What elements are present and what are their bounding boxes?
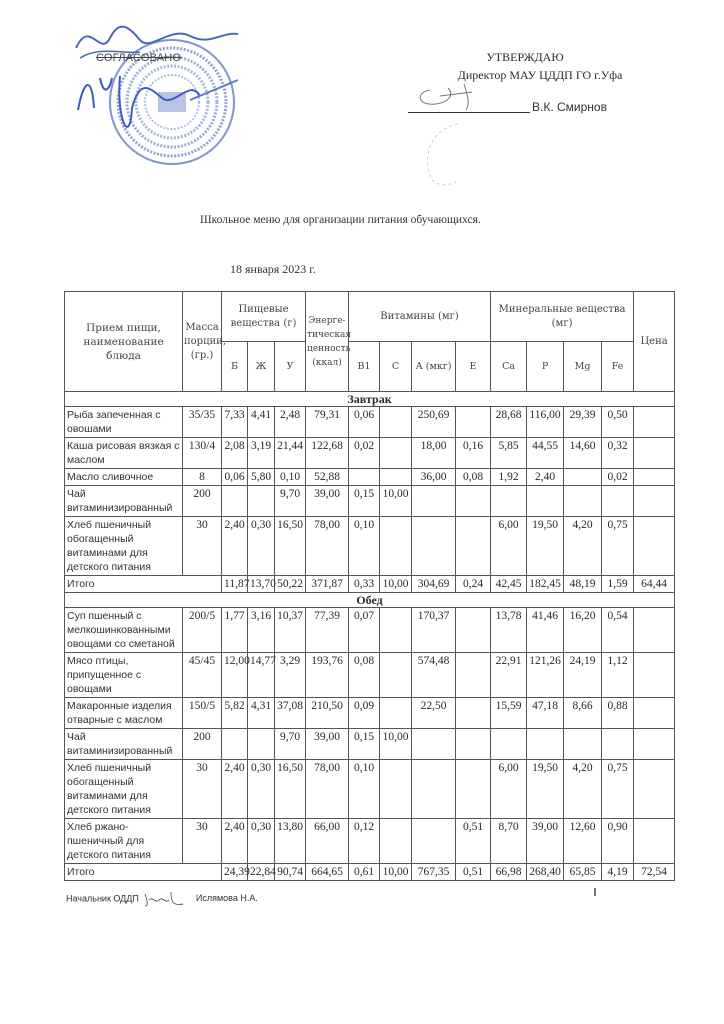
cell-e: 0,51 bbox=[456, 819, 491, 864]
cell-fe: 0,75 bbox=[602, 517, 634, 576]
cell-price bbox=[634, 653, 675, 698]
section-title: Обед bbox=[65, 593, 675, 608]
cell-b1: 0,10 bbox=[349, 517, 380, 576]
cell-e bbox=[456, 407, 491, 438]
total-c: 10,00 bbox=[380, 864, 412, 881]
cell-price bbox=[634, 729, 675, 760]
dish-name: Масло сливочное bbox=[65, 469, 183, 486]
cell-portion: 30 bbox=[183, 517, 222, 576]
cell-carbs: 3,29 bbox=[275, 653, 306, 698]
cell-ca bbox=[491, 729, 527, 760]
cell-e: 0,08 bbox=[456, 469, 491, 486]
total-c: 10,00 bbox=[380, 576, 412, 593]
menu-table bbox=[64, 291, 675, 881]
cell-energy: 77,39 bbox=[306, 608, 349, 653]
cell-p: 19,50 bbox=[527, 760, 564, 819]
header-vitamins: Витамины (мг) bbox=[349, 292, 491, 342]
cell-ca: 13,78 bbox=[491, 608, 527, 653]
cell-a bbox=[412, 486, 456, 517]
cell-price bbox=[634, 819, 675, 864]
cell-b1 bbox=[349, 469, 380, 486]
cell-a: 250,69 bbox=[412, 407, 456, 438]
cell-b1: 0,09 bbox=[349, 698, 380, 729]
cell-a bbox=[412, 760, 456, 819]
table-row bbox=[65, 469, 675, 486]
cell-price bbox=[634, 608, 675, 653]
cell-protein: 0,06 bbox=[222, 469, 248, 486]
header-energy: Энерге- тическая ценность (ккал) bbox=[306, 292, 349, 392]
cell-price bbox=[634, 469, 675, 486]
cell-protein bbox=[222, 729, 248, 760]
cell-carbs: 16,50 bbox=[275, 517, 306, 576]
dish-name: Макаронные изделия отварные с маслом bbox=[65, 698, 183, 729]
cell-e bbox=[456, 486, 491, 517]
director-signature-icon bbox=[410, 76, 500, 116]
total-e: 0,24 bbox=[456, 576, 491, 593]
total-fe: 4,19 bbox=[602, 864, 634, 881]
cell-fat: 14,77 bbox=[248, 653, 275, 698]
cell-b1: 0,08 bbox=[349, 653, 380, 698]
cell-c bbox=[380, 608, 412, 653]
total-fat: 13,70 bbox=[248, 576, 275, 593]
cell-fe: 0,50 bbox=[602, 407, 634, 438]
cell-energy: 78,00 bbox=[306, 760, 349, 819]
cell-portion: 200 bbox=[183, 486, 222, 517]
table-row bbox=[65, 438, 675, 469]
cell-price bbox=[634, 438, 675, 469]
section-header-row bbox=[65, 593, 675, 608]
cell-carbs: 9,70 bbox=[275, 729, 306, 760]
cell-mg: 8,66 bbox=[564, 698, 602, 729]
cell-mg: 16,20 bbox=[564, 608, 602, 653]
cell-c: 10,00 bbox=[380, 486, 412, 517]
cell-portion: 200/5 bbox=[183, 608, 222, 653]
cell-price bbox=[634, 760, 675, 819]
cell-fe: 0,88 bbox=[602, 698, 634, 729]
cell-portion: 30 bbox=[183, 760, 222, 819]
cell-c bbox=[380, 407, 412, 438]
table-row bbox=[65, 407, 675, 438]
signature-line bbox=[408, 112, 530, 113]
cell-mg bbox=[564, 469, 602, 486]
section-title: Завтрак bbox=[65, 392, 675, 407]
cell-b1: 0,15 bbox=[349, 729, 380, 760]
cell-c: 10,00 bbox=[380, 729, 412, 760]
header-a: А (мкг) bbox=[412, 342, 456, 392]
total-label: Итого bbox=[65, 576, 222, 593]
cell-e bbox=[456, 653, 491, 698]
cell-carbs: 10,37 bbox=[275, 608, 306, 653]
cell-b1: 0,15 bbox=[349, 486, 380, 517]
table-row bbox=[65, 760, 675, 819]
cell-p: 44,55 bbox=[527, 438, 564, 469]
total-ca: 66,98 bbox=[491, 864, 527, 881]
header-e: E bbox=[456, 342, 491, 392]
table-row bbox=[65, 608, 675, 653]
cell-protein: 12,00 bbox=[222, 653, 248, 698]
cell-c bbox=[380, 698, 412, 729]
header-nutrients: Пищевые вещества (г) bbox=[222, 292, 306, 342]
cell-mg: 4,20 bbox=[564, 760, 602, 819]
cell-p: 121,26 bbox=[527, 653, 564, 698]
total-price: 64,44 bbox=[634, 576, 675, 593]
footer-name: Ислямова Н.А. bbox=[195, 893, 258, 904]
cell-portion: 150/5 bbox=[183, 698, 222, 729]
official-stamp-icon bbox=[70, 18, 240, 168]
cell-fat bbox=[248, 729, 275, 760]
total-b1: 0,33 bbox=[349, 576, 380, 593]
header-portion: Масса порции, (гр.) bbox=[183, 292, 222, 392]
cell-ca: 1,92 bbox=[491, 469, 527, 486]
table-row bbox=[65, 698, 675, 729]
cell-ca: 6,00 bbox=[491, 760, 527, 819]
header-c: C bbox=[380, 342, 412, 392]
cell-protein: 7,33 bbox=[222, 407, 248, 438]
cell-carbs: 21,44 bbox=[275, 438, 306, 469]
cell-a: 574,48 bbox=[412, 653, 456, 698]
menu-table-body bbox=[65, 392, 675, 881]
cell-mg: 24,19 bbox=[564, 653, 602, 698]
dish-name: Каша рисовая вязкая с маслом bbox=[65, 438, 183, 469]
header-mg: Mg bbox=[564, 342, 602, 392]
cell-portion: 45/45 bbox=[183, 653, 222, 698]
cell-carbs: 0,10 bbox=[275, 469, 306, 486]
cell-fat: 4,41 bbox=[248, 407, 275, 438]
cell-p: 19,50 bbox=[527, 517, 564, 576]
cell-c bbox=[380, 469, 412, 486]
cell-fe: 0,02 bbox=[602, 469, 634, 486]
cell-e bbox=[456, 729, 491, 760]
cell-protein: 2,40 bbox=[222, 517, 248, 576]
dish-name: Чай витаминизированный bbox=[65, 486, 183, 517]
cell-mg: 4,20 bbox=[564, 517, 602, 576]
total-a: 304,69 bbox=[412, 576, 456, 593]
dish-name: Рыба запеченная с овошами bbox=[65, 407, 183, 438]
cell-fat: 3,16 bbox=[248, 608, 275, 653]
cell-ca bbox=[491, 486, 527, 517]
cell-protein: 5,82 bbox=[222, 698, 248, 729]
dish-name: Суп пшенный с мелкошинкованными овощами со сметаной bbox=[65, 608, 183, 653]
cell-portion: 35/35 bbox=[183, 407, 222, 438]
cell-carbs: 13,80 bbox=[275, 819, 306, 864]
header-fat: Ж bbox=[248, 342, 275, 392]
total-protein: 24,39 bbox=[222, 864, 248, 881]
cell-b1: 0,12 bbox=[349, 819, 380, 864]
total-ca: 42,45 bbox=[491, 576, 527, 593]
cell-p bbox=[527, 486, 564, 517]
total-fe: 1,59 bbox=[602, 576, 634, 593]
header-fe: Fe bbox=[602, 342, 634, 392]
total-label: Итого bbox=[65, 864, 222, 881]
footer-signature-icon bbox=[141, 890, 187, 908]
cell-protein: 1,77 bbox=[222, 608, 248, 653]
cell-fat: 0,30 bbox=[248, 517, 275, 576]
total-protein: 11,87 bbox=[222, 576, 248, 593]
total-e: 0,51 bbox=[456, 864, 491, 881]
cell-energy: 39,00 bbox=[306, 729, 349, 760]
cell-p: 41,46 bbox=[527, 608, 564, 653]
cell-c bbox=[380, 760, 412, 819]
scan-mark bbox=[594, 888, 596, 896]
cell-fe: 0,90 bbox=[602, 819, 634, 864]
agreed-label: СОГЛАСОВАНО bbox=[96, 52, 182, 64]
cell-ca: 15,59 bbox=[491, 698, 527, 729]
cell-energy: 122,68 bbox=[306, 438, 349, 469]
cell-portion: 30 bbox=[183, 819, 222, 864]
faint-stamp-trace-icon bbox=[418, 120, 468, 190]
cell-p: 116,00 bbox=[527, 407, 564, 438]
dish-name: Хлеб пшеничный обогащенный витаминами для детского питания bbox=[65, 760, 183, 819]
cell-energy: 66,00 bbox=[306, 819, 349, 864]
dish-name: Мясо птицы, припущенное с овощами bbox=[65, 653, 183, 698]
cell-mg bbox=[564, 486, 602, 517]
cell-a bbox=[412, 819, 456, 864]
cell-mg: 29,39 bbox=[564, 407, 602, 438]
cell-fe bbox=[602, 486, 634, 517]
director-role: Директор МАУ ЦДДП ГО г.Уфа bbox=[457, 68, 623, 82]
approved-label: УТВЕРЖДАЮ bbox=[486, 50, 564, 64]
cell-p: 47,18 bbox=[527, 698, 564, 729]
cell-price bbox=[634, 698, 675, 729]
total-p: 268,40 bbox=[527, 864, 564, 881]
cell-a: 22,50 bbox=[412, 698, 456, 729]
cell-c bbox=[380, 438, 412, 469]
cell-carbs: 9,70 bbox=[275, 486, 306, 517]
total-row bbox=[65, 864, 675, 881]
footer-role: Начальник ОДДП bbox=[66, 893, 139, 904]
cell-energy: 210,50 bbox=[306, 698, 349, 729]
cell-a bbox=[412, 729, 456, 760]
header-b1: B1 bbox=[349, 342, 380, 392]
cell-fat: 0,30 bbox=[248, 760, 275, 819]
cell-ca: 5,85 bbox=[491, 438, 527, 469]
header-minerals: Минеральные вещества (мг) bbox=[491, 292, 634, 342]
cell-b1: 0,02 bbox=[349, 438, 380, 469]
cell-ca: 28,68 bbox=[491, 407, 527, 438]
cell-mg: 14,60 bbox=[564, 438, 602, 469]
dish-name: Чай витаминизированный bbox=[65, 729, 183, 760]
cell-portion: 200 bbox=[183, 729, 222, 760]
cell-fe: 1,12 bbox=[602, 653, 634, 698]
cell-ca: 22,91 bbox=[491, 653, 527, 698]
cell-fe: 0,75 bbox=[602, 760, 634, 819]
cell-ca: 8,70 bbox=[491, 819, 527, 864]
total-energy: 664,65 bbox=[306, 864, 349, 881]
cell-c bbox=[380, 653, 412, 698]
cell-p bbox=[527, 729, 564, 760]
cell-e: 0,16 bbox=[456, 438, 491, 469]
cell-a: 18,00 bbox=[412, 438, 456, 469]
cell-p: 39,00 bbox=[527, 819, 564, 864]
total-mg: 65,85 bbox=[564, 864, 602, 881]
total-energy: 371,87 bbox=[306, 576, 349, 593]
cell-energy: 52,88 bbox=[306, 469, 349, 486]
cell-price bbox=[634, 517, 675, 576]
cell-fat: 3,19 bbox=[248, 438, 275, 469]
cell-b1: 0,10 bbox=[349, 760, 380, 819]
total-p: 182,45 bbox=[527, 576, 564, 593]
table-row bbox=[65, 819, 675, 864]
cell-fat: 4,31 bbox=[248, 698, 275, 729]
cell-b1: 0,07 bbox=[349, 608, 380, 653]
table-row bbox=[65, 486, 675, 517]
cell-protein bbox=[222, 486, 248, 517]
header-meal-name: Прием пищи, наименование блюда bbox=[65, 292, 183, 392]
cell-e bbox=[456, 760, 491, 819]
document-title: Школьное меню для организации питания обучающихся. bbox=[200, 214, 481, 226]
cell-e bbox=[456, 517, 491, 576]
cell-ca: 6,00 bbox=[491, 517, 527, 576]
cell-fat: 5,80 bbox=[248, 469, 275, 486]
director-name: В.К. Смирнов bbox=[532, 100, 607, 114]
cell-fat: 0,30 bbox=[248, 819, 275, 864]
total-mg: 48,19 bbox=[564, 576, 602, 593]
cell-p: 2,40 bbox=[527, 469, 564, 486]
cell-carbs: 37,08 bbox=[275, 698, 306, 729]
cell-a bbox=[412, 517, 456, 576]
cell-energy: 78,00 bbox=[306, 517, 349, 576]
cell-mg bbox=[564, 729, 602, 760]
dish-name: Хлеб ржано-пшеничный для детского питания bbox=[65, 819, 183, 864]
cell-protein: 2,08 bbox=[222, 438, 248, 469]
cell-fe: 0,32 bbox=[602, 438, 634, 469]
cell-e bbox=[456, 608, 491, 653]
header-ca: Ca bbox=[491, 342, 527, 392]
table-row bbox=[65, 729, 675, 760]
total-price: 72,54 bbox=[634, 864, 675, 881]
cell-fe: 0,54 bbox=[602, 608, 634, 653]
cell-carbs: 2,48 bbox=[275, 407, 306, 438]
cell-c bbox=[380, 517, 412, 576]
total-row bbox=[65, 576, 675, 593]
total-fat: 22,84 bbox=[248, 864, 275, 881]
total-a: 767,35 bbox=[412, 864, 456, 881]
cell-price bbox=[634, 486, 675, 517]
cell-mg: 12,60 bbox=[564, 819, 602, 864]
cell-protein: 2,40 bbox=[222, 819, 248, 864]
header-protein: Б bbox=[222, 342, 248, 392]
cell-energy: 79,31 bbox=[306, 407, 349, 438]
table-row bbox=[65, 653, 675, 698]
cell-energy: 193,76 bbox=[306, 653, 349, 698]
section-header-row bbox=[65, 392, 675, 407]
total-carbs: 90,74 bbox=[275, 864, 306, 881]
cell-a: 170,37 bbox=[412, 608, 456, 653]
table-row bbox=[65, 517, 675, 576]
cell-a: 36,00 bbox=[412, 469, 456, 486]
cell-e bbox=[456, 698, 491, 729]
total-b1: 0,61 bbox=[349, 864, 380, 881]
dish-name: Хлеб пшеничный обогащенный витаминами для детского питания bbox=[65, 517, 183, 576]
cell-fat bbox=[248, 486, 275, 517]
total-carbs: 50,22 bbox=[275, 576, 306, 593]
header-carbs: У bbox=[275, 342, 306, 392]
cell-portion: 130/4 bbox=[183, 438, 222, 469]
cell-fe bbox=[602, 729, 634, 760]
cell-portion: 8 bbox=[183, 469, 222, 486]
cell-price bbox=[634, 407, 675, 438]
cell-b1: 0,06 bbox=[349, 407, 380, 438]
cell-carbs: 16,50 bbox=[275, 760, 306, 819]
footer-signature-block bbox=[66, 890, 258, 908]
cell-protein: 2,40 bbox=[222, 760, 248, 819]
document-date: 18 января 2023 г. bbox=[230, 262, 316, 276]
header-price: Цена bbox=[634, 292, 675, 392]
cell-c bbox=[380, 819, 412, 864]
cell-energy: 39,00 bbox=[306, 486, 349, 517]
header-p: P bbox=[527, 342, 564, 392]
